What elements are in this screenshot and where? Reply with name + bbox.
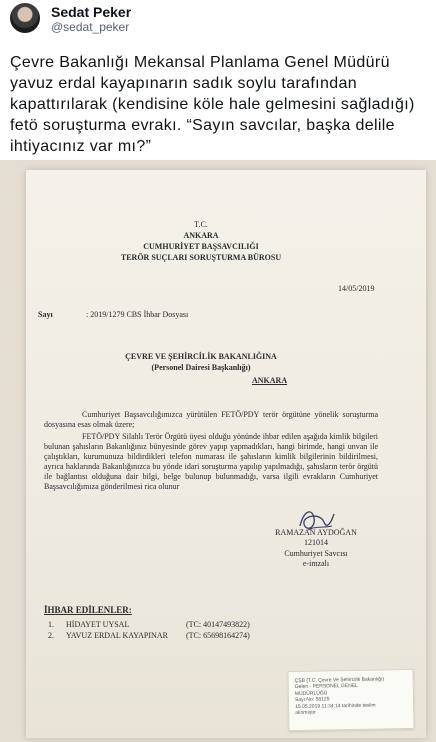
- doc-signer-mode: e-imzalı: [302, 559, 330, 568]
- doc-ihbar-name: YAVUZ ERDAL KAYAPINAR: [66, 631, 168, 640]
- doc-ihbar-tc: (TC: 65698164274): [186, 631, 250, 640]
- doc-ihbar-no: 1.: [48, 620, 54, 629]
- doc-office: CUMHURİYET BAŞSAVCILIĞI: [143, 242, 259, 251]
- tweet-text-line: Çevre Bakanlığı Mekansal Planlama Genel Müdürü: [10, 54, 390, 71]
- doc-signer-no: 121014: [304, 538, 328, 547]
- tweet-text-line: yavuz erdal kayapınarın sadık soylu tarafından: [10, 75, 357, 92]
- doc-sayi-value: : 2019/1279 CBS İhbar Dosyası: [86, 310, 189, 319]
- document-paper: [26, 170, 426, 738]
- doc-date: 14/05/2019: [338, 284, 375, 293]
- registry-sticker: [287, 669, 414, 731]
- tweet-text-line: kapattırılarak (kendisine köle hale gelmesini sağladığı): [10, 96, 415, 113]
- tweet-photo[interactable]: [0, 160, 436, 742]
- doc-bureau: TERÖR SUÇLARI SORUŞTURMA BÜROSU: [120, 253, 282, 262]
- doc-signer-name: RAMAZAN AYDOĞAN: [275, 528, 357, 537]
- tweet-text-line: fetö soruşturma evrakı. “Sayın savcılar, başka delile: [10, 117, 395, 134]
- sticker-line: ÇŞB (T.C. Çevre Ve Şehircilik Bakanlığı): [294, 676, 385, 684]
- author-name[interactable]: Sedat Peker: [51, 4, 132, 20]
- sticker-line: alınmıştır: [295, 709, 316, 717]
- doc-paragraph-2: FETÖ/PDY Silahlı Terör Örgütü üyesi olduğu yönünde ihbar edilen aşağıda kimlik bilgileri bulunan şahısların Bakanlığınız bünyesinde görev yapıp yapmadıkları, hangi birimde, hangi unvan ile çalıştıkları, kurumunuza bildirdikleri telefon numarası ile şahısların kimlik bilgilerinin bildirilmesi, ayrıca haklarında Bakanlığınızca bu yönde idari soruşturma yapılıp yapılmadığı, şahısların terör örgütü ile bağlantısı olduğuna dair bilgi, belge bulunup bulunmadığı, varsa ilgili evrakların Cumhuriyet Başsavcılığımıza gönderilmesi rica olunur: [44, 432, 378, 491]
- tweet-text: [10, 52, 426, 157]
- doc-ihbar-name: HİDAYET UYSAL: [66, 620, 130, 629]
- doc-ihbar-no: 2.: [48, 631, 54, 640]
- sticker-line: MÜDÜRLÜĞÜ: [294, 690, 328, 697]
- doc-ihbar-tc: (TC: 40147493822): [186, 620, 250, 629]
- doc-signer-title: Cumhuriyet Savcısı: [284, 549, 348, 558]
- doc-department: (Personel Dairesi Başkanlığı): [151, 363, 251, 372]
- doc-city: ANKARA: [183, 231, 219, 240]
- sticker-line: 15.05.2019 11:34:14 tarihinde teslim: [295, 702, 376, 710]
- doc-recipient-city: ANKARA: [252, 376, 288, 385]
- author-handle[interactable]: @sedat_peker: [51, 20, 130, 34]
- doc-ihbar-heading: İHBAR EDİLENLER:: [44, 605, 132, 615]
- sticker-line: Gelen - PERSONEL GENEL: [294, 683, 358, 691]
- doc-sayi-label: Sayı: [38, 310, 53, 319]
- sticker-line: Sayı No: 58125: [294, 696, 330, 704]
- tweet-text-line: ihtiyacınız var mı?”: [10, 138, 152, 155]
- doc-tc: T.C.: [194, 220, 208, 229]
- doc-paragraph-1: Cumhuriyet Başsavcılığımızca yürütülen FETÖ/PDY terör örgütüne yönelik soruşturma dosyasına esas olmak üzere;: [44, 410, 378, 429]
- doc-recipient: ÇEVRE VE ŞEHİRCİLİK BAKANLIĞINA: [125, 352, 277, 361]
- tweet-header: [0, 0, 436, 44]
- avatar[interactable]: [10, 3, 40, 33]
